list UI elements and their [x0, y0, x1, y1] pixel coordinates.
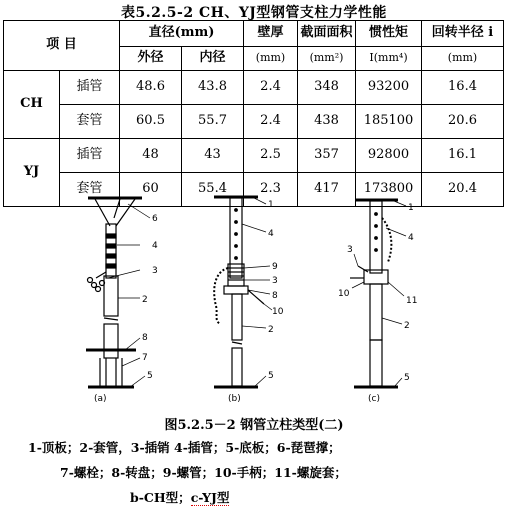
label-c-2: 2	[404, 321, 410, 331]
outer-tube	[370, 284, 382, 340]
leader-line	[125, 338, 140, 350]
outer-diameter: 60	[120, 173, 182, 207]
outer-tube	[104, 276, 118, 316]
table-row	[4, 139, 504, 173]
moment-of-inertia: 185100	[356, 105, 422, 139]
label-a-7: 7	[142, 353, 148, 363]
figure-caption: 图5.2.5－2 钢管立柱类型(二)	[164, 418, 344, 433]
legend-type-c: c-YJ型	[190, 490, 230, 505]
moment-of-inertia: 93200	[356, 71, 422, 105]
label-a-6: 6	[152, 214, 158, 224]
group-name: CH	[4, 71, 60, 139]
label-a-4: 4	[152, 241, 158, 251]
outer-tube-lower	[370, 340, 382, 386]
gyration-radius: 20.6	[422, 105, 504, 139]
label-c-11: 11	[406, 296, 418, 306]
sublabel-b: (b)	[228, 394, 241, 404]
wall-thickness: 2.4	[244, 105, 298, 139]
header-inertia: 惯性矩	[356, 21, 422, 47]
label-c-1: 1	[408, 203, 414, 213]
legend-type-b: b-CH型；	[130, 490, 191, 505]
inner-diameter: 43	[182, 139, 244, 173]
part-name: 套管	[60, 173, 120, 207]
inner-diameter: 43.8	[182, 71, 244, 105]
moment-of-inertia: 92800	[356, 139, 422, 173]
table-row	[4, 71, 504, 105]
leader-line	[388, 282, 404, 296]
header-radius: 回转半径 i	[422, 21, 504, 47]
gyration-radius: 16.4	[422, 71, 504, 105]
leader-line	[242, 326, 266, 328]
tube-hole	[375, 225, 378, 228]
tube-hole	[106, 244, 116, 248]
leader-line	[352, 282, 364, 288]
label-c-5: 5	[404, 373, 410, 383]
leader-line	[244, 266, 270, 268]
section-area: 417	[298, 173, 356, 207]
fork-strut-left	[95, 199, 110, 226]
leader-line	[254, 376, 266, 387]
header-radius-unit: (mm)	[422, 47, 504, 71]
sublabel-c: (c)	[368, 394, 380, 404]
pin	[358, 266, 368, 272]
leader-line	[382, 318, 402, 324]
outer-tube-lower	[232, 348, 242, 386]
table-title: 表5.2.5-2 CH、YJ型钢管支柱力学性能	[121, 5, 387, 21]
leader-line	[394, 201, 406, 206]
part-name: 套管	[60, 105, 120, 139]
label-c-10: 10	[338, 289, 350, 299]
header-wall-unit: (mm)	[244, 47, 298, 71]
prop-type-figure	[0, 190, 508, 410]
inner-diameter: 55.7	[182, 105, 244, 139]
tube-hole	[235, 233, 238, 236]
outer-tube-lower	[104, 324, 118, 358]
header-diameter: 直径(mm)	[120, 21, 244, 47]
moment-of-inertia: 173800	[356, 173, 422, 207]
label-a-3: 3	[152, 266, 158, 276]
section-area: 438	[298, 105, 356, 139]
gyration-radius: 16.1	[422, 139, 504, 173]
chain	[382, 218, 391, 262]
leader-line	[130, 376, 145, 387]
fork-strut-inner	[114, 199, 120, 218]
label-b-10: 10	[272, 307, 284, 317]
tube-hole	[375, 249, 378, 252]
wall-thickness: 2.3	[244, 173, 298, 207]
leader-line	[386, 228, 406, 236]
header-wall: 壁厚	[244, 21, 298, 47]
leader-line	[128, 204, 150, 218]
outer-tube	[232, 294, 242, 340]
break-line	[232, 342, 242, 344]
inner-diameter: 55.4	[182, 173, 244, 207]
tube-hole	[235, 209, 238, 212]
prop-diagram-c	[350, 200, 406, 387]
label-b-8: 8	[272, 291, 278, 301]
outer-diameter: 48.6	[120, 71, 182, 105]
legend-line-2: 7-螺栓；8-转盘；9-螺管；10-手柄；11-螺旋套；	[60, 465, 347, 480]
outer-diameter: 60.5	[120, 105, 182, 139]
label-b-5: 5	[268, 371, 274, 381]
label-a-8: 8	[142, 333, 148, 343]
leader-line	[254, 198, 266, 204]
tube-hole	[235, 221, 238, 224]
leader-line	[264, 304, 272, 310]
tube-hole	[106, 254, 116, 258]
chain-link	[96, 287, 101, 292]
wall-thickness: 2.4	[244, 71, 298, 105]
chain-link	[88, 278, 93, 283]
wall-thickness: 2.5	[244, 139, 298, 173]
label-b-9: 9	[272, 262, 278, 272]
tube-hole	[235, 245, 238, 248]
tube-hole	[375, 213, 378, 216]
section-area: 357	[298, 139, 356, 173]
header-area: 截面面积	[298, 21, 356, 47]
tube-hole	[375, 237, 378, 240]
chain-link	[92, 283, 97, 288]
label-a-2: 2	[142, 295, 148, 305]
leader-line	[122, 358, 140, 366]
inner-tube	[106, 224, 116, 278]
rotating-disc	[224, 286, 248, 294]
header-outer: 外径	[120, 47, 182, 71]
properties-table	[3, 20, 504, 207]
part-name: 插管	[60, 71, 120, 105]
leader-line	[354, 254, 358, 266]
label-c-3: 3	[347, 245, 353, 255]
group-name: YJ	[4, 139, 60, 207]
section-area: 348	[298, 71, 356, 105]
header-area-unit: (mm²)	[298, 47, 356, 71]
header-inner: 内径	[182, 47, 244, 71]
header-item: 项 目	[4, 21, 120, 71]
sublabel-a: (a)	[94, 394, 107, 404]
prop-diagram-a	[86, 198, 150, 387]
part-name: 插管	[60, 139, 120, 173]
break-line	[104, 318, 118, 320]
tube-hole	[235, 257, 238, 260]
label-b-4: 4	[268, 229, 274, 239]
header-inertia-unit: I(mm⁴)	[356, 47, 422, 71]
chain	[214, 268, 228, 324]
label-b-3: 3	[272, 276, 278, 286]
leader-line	[108, 270, 140, 278]
gyration-radius: 20.4	[422, 173, 504, 207]
label-a-5: 5	[147, 371, 153, 381]
label-b-2: 2	[268, 325, 274, 335]
legend-line-3	[130, 488, 229, 506]
leader-line	[242, 224, 266, 232]
label-b-1: 1	[268, 200, 274, 210]
handle	[248, 290, 264, 304]
tube-hole	[106, 264, 116, 268]
legend-line-1: 1-顶板；2-套管，3-插销 4-插管；5-底板；6-琵琶撑；	[28, 440, 341, 455]
tube-hole	[106, 234, 116, 238]
prop-diagram-b	[214, 197, 272, 387]
outer-diameter: 48	[120, 139, 182, 173]
label-c-4: 4	[408, 233, 414, 243]
table-row	[4, 105, 504, 139]
